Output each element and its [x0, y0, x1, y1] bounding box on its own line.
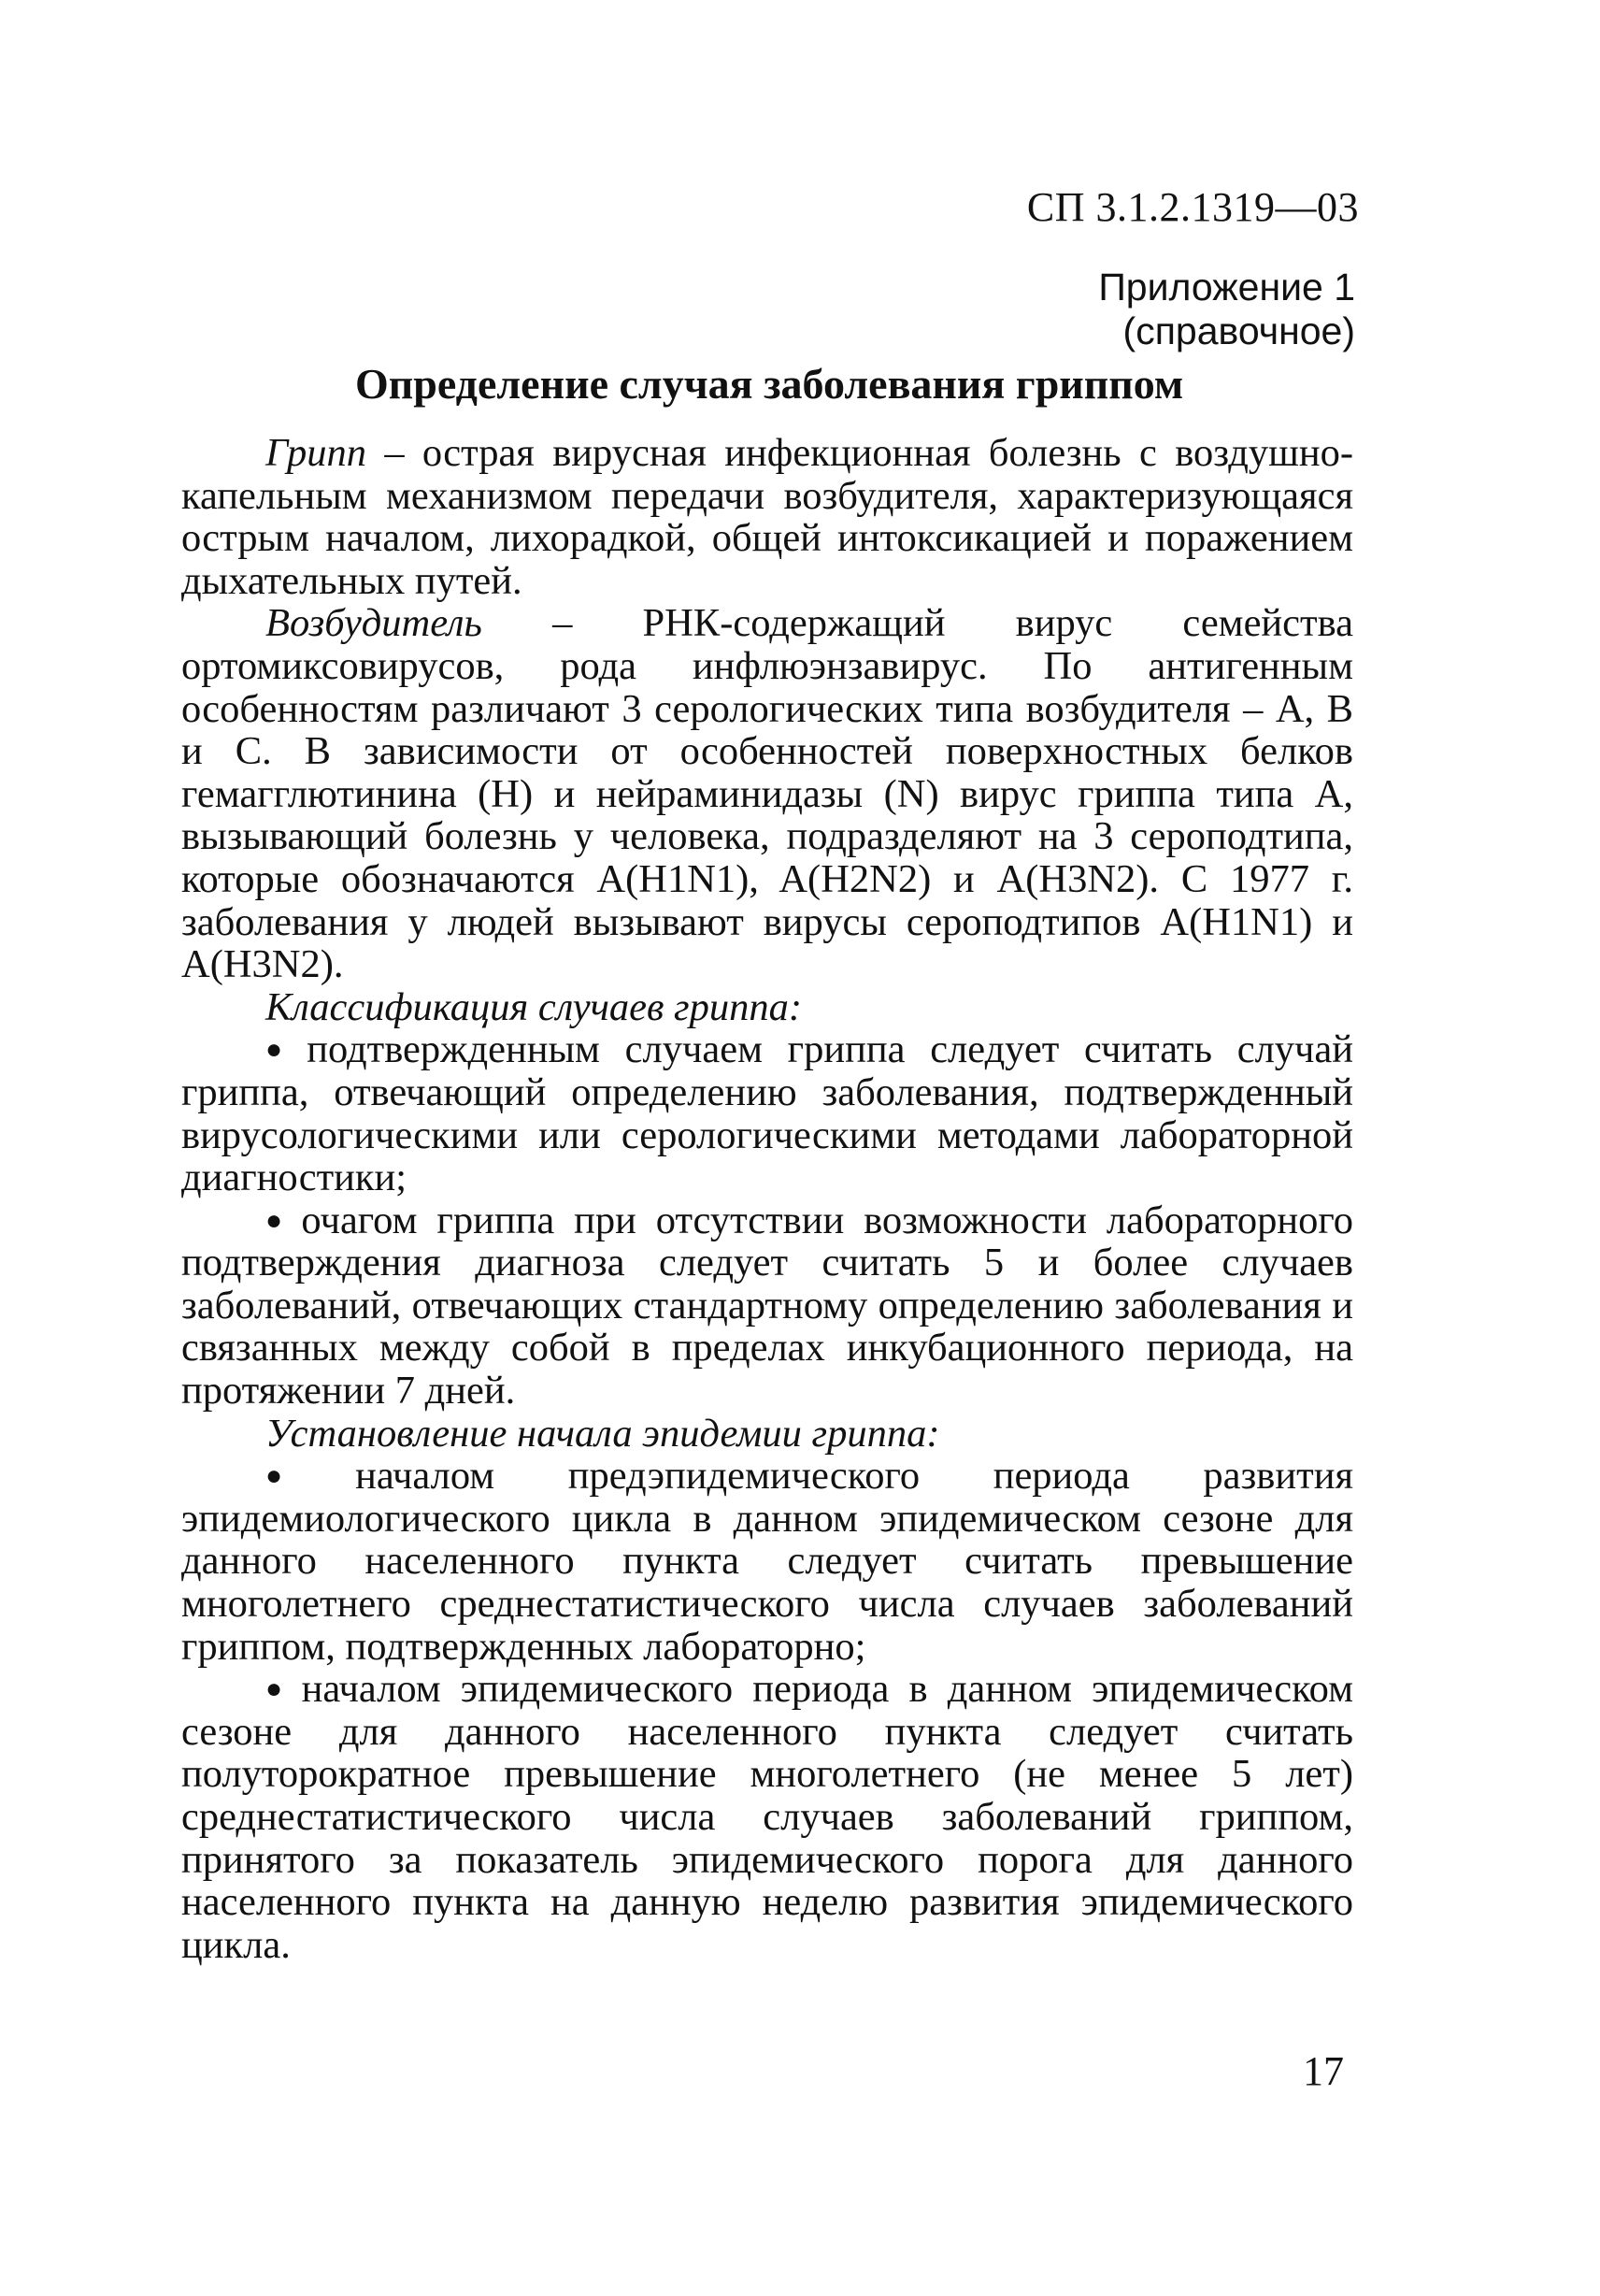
appendix-type: (справочное) [1122, 309, 1355, 352]
page-number: 17 [1303, 2048, 1344, 2094]
term-flu: Грипп [265, 431, 366, 475]
flu-definition-text: – острая вирусная инфекционная болезнь с воздушно-капельным механизмом передачи возбудителя, характеризующаяся острым началом, лихорадкой, общей интоксикацией и поражением дыхательных путей. [181, 431, 1353, 603]
bullet-icon: ● [265, 1204, 293, 1236]
body-text [181, 432, 1353, 1966]
page-title: Определение случая заболевания гриппом [355, 360, 1184, 408]
list-item [181, 1668, 1353, 1966]
list-item-text: началом предэпидемического периода развития эпидемиологического цикла в данном эпидемическом сезоне для данного населенного пункта следует считать превышение многолетнего среднестатистического числа случаев заболеваний гриппом, подтвержденных лабораторно; [181, 1454, 1353, 1669]
list-item-text: началом эпидемического периода в данном эпидемическом сезоне для данного населенного пункта следует считать полуторократное превышение многолетнего (не менее 5 лет) среднестатистического числа случаев заболеваний гриппом, принятого за показатель эпидемического порога для данного населенного пункта на данную неделю развития эпидемического цикла. [181, 1667, 1353, 1967]
agent-text: – РНК-содержащий вирус семейства ортомиксовирусов, рода инфлюэнзавирус. По антигенным особенностям различают 3 серологических типа возбудителя – А, В и С. В зависимости от особенностей поверхностных белков гемагглютинина (H) и нейраминидазы (N) вирус гриппа типа А, вызывающий болезнь у человека, подразделяют на 3 сероподтипа, которые обозначаются A(H1N1), A(H2N2) и A(H3N2). С 1977 г. заболевания у людей вызывают вирусы сероподтипов A(H1N1) и A(H3N2). [181, 601, 1353, 987]
epidemic-heading: Установление начала эпидемии гриппа: [265, 1411, 940, 1456]
classification-heading: Классификация случаев гриппа: [265, 984, 803, 1029]
list-item [181, 1199, 1353, 1413]
paragraph-flu-definition [181, 432, 1353, 602]
document-code: СП 3.1.2.1319—03 [1026, 184, 1359, 230]
list-item [181, 1028, 1353, 1198]
list-item-text: очагом гриппа при отсутствии возможности лабораторного подтверждения диагноза следует считать 5 и более случаев заболеваний, отвечающих стандартному определению заболевания и связанных между собой в пределах инкубационного периода, на протяжении 7 дней. [181, 1198, 1353, 1413]
appendix-number: Приложение 1 [1098, 265, 1355, 309]
term-agent: Возбудитель [265, 601, 482, 646]
bullet-icon: ● [265, 1460, 347, 1492]
bullet-icon: ● [265, 1034, 298, 1066]
list-item-text: подтвержденным случаем гриппа следует считать случай гриппа, отвечающий определению заболевания, подтвержденный вирусологическими или серологическими методами лабораторной диагностики; [181, 1027, 1354, 1200]
appendix-label [1098, 265, 1355, 353]
paragraph-agent [181, 602, 1353, 985]
list-item [181, 1455, 1353, 1668]
bullet-icon: ● [265, 1673, 293, 1705]
